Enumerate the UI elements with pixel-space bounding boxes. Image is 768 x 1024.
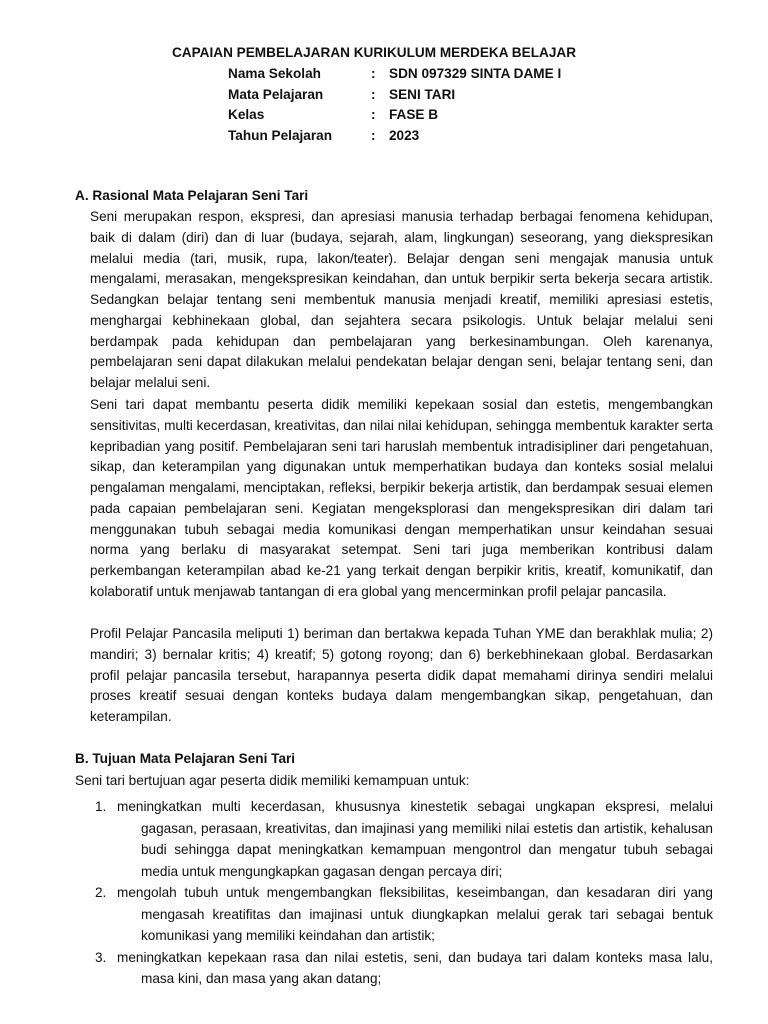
list-item-continuation: masa kini, dan masa yang akan datang; — [141, 971, 382, 986]
info-row-subject — [228, 85, 561, 106]
section-a-paragraph-3: Profil Pelajar Pancasila meliputi 1) beriman dan bertakwa kepada Tuhan YME dan berakhlak mulia; 2) mandiri; 3) bernalar kritis; 4) kreatif; 5) gotong royong; dan 6) berkebhinekaan global. Berdasarkan profil pelajar pancasila tersebut, harapannya peserta didik dapat memahami dirinya sendiri melalui proses kreatif sesuai dengan konteks budaya dalam mengembangkan sikap, pengetahuan, dan keterampilan. — [90, 626, 713, 724]
list-item — [95, 947, 713, 990]
info-row-class — [228, 105, 561, 126]
info-separator: : — [371, 127, 376, 143]
info-value: SDN 097329 SINTA DAME I — [389, 66, 562, 81]
info-row-year — [228, 126, 561, 147]
info-value: FASE B — [389, 107, 439, 122]
info-row-school — [228, 64, 561, 85]
info-value: 2023 — [389, 127, 420, 143]
info-separator: : — [371, 66, 376, 81]
info-separator: : — [371, 107, 376, 122]
info-separator: : — [371, 86, 376, 102]
info-label: Mata Pelajaran — [228, 86, 324, 102]
list-item-first-line: meningkatkan multi kecerdasan, khususnya kinestetik sebagai ungkapan ekspresi, melalui — [117, 799, 713, 814]
section-a-paragraph-1: Seni merupakan respon, ekspresi, dan apresiasi manusia terhadap berbagai fenomena kehidupan, baik di dalam (diri) dan di luar (budaya, sejarah, alam, lingkungan) seseorang, yang diekspresikan melalui media (tari, musik, rupa, lakon/teater). Belajar dengan seni mengajak manusia untuk mengalami, merasakan, mengekspresikan keindahan, dan untuk berpikir serta bekerja secara artistik. Sedangkan belajar tentang seni membentuk manusia menjadi kreatif, memiliki apresiasi estetis, menghargai kebhinekaan global, dan sejahtera secara psikologis. Untuk belajar melalui seni berdampak pada kehidupan dan pembelajaran yang berkesinambungan. Oleh karenanya, pembelajaran seni dapat dilakukan melalui pendekatan belajar dengan seni, belajar tentang seni, dan belajar melalui seni. — [90, 209, 713, 390]
school-info-table — [228, 64, 561, 146]
section-a-paragraph-2: Seni tari dapat membantu peserta didik memiliki kepekaan sosial dan estetis, mengembangkan sensitivitas, multi kecerdasan, kreativitas, dan nilai nilai kehidupan, sehingga membentuk karakter serta kepribadian yang positif. Pembelajaran seni tari haruslah membentuk intradisipliner dari pengetahuan, sikap, dan keterampilan yang digunakan untuk memperhatikan budaya dan konteks sosial melalui pengalaman mengalami, menciptakan, refleksi, berpikir bekerja artistik, dan berdampak sesuai elemen pada capaian pembelajaran seni. Kegiatan mengeksplorasi dan mengekspresikan diri dalam tari menggunakan tubuh sebagai media komunikasi dengan memperhatikan unsur keindahan sesuai norma yang berlaku di masyarakat setempat. Seni tari juga memberikan kontribusi dalam perkembangan keterampilan abad ke-21 yang terkait dengan berpikir kritis, kreatif, komunikatif, dan kolaboratif untuk menjawab tantangan di era global yang mencerminkan profil pelajar pancasila. — [90, 397, 713, 599]
list-item-first-line: meningkatkan kepekaan rasa dan nilai estetis, seni, dan budaya tari dalam konteks masa lalu, — [117, 949, 713, 965]
list-number: 2. — [95, 885, 107, 900]
section-b-intro: Seni tari bertujuan agar peserta didik memiliki kemampuan untuk: — [75, 773, 470, 788]
list-item-continuation: mengasah kreatifitas dan imajinasi untuk diungkapkan melalui gerak tari sebagai bentuk komunikasi yang memiliki keindahan dan artistik; — [141, 906, 713, 943]
list-number: 1. — [95, 799, 107, 814]
info-value: SENI TARI — [389, 86, 456, 102]
list-number: 3. — [95, 949, 107, 965]
section-b-heading: B. Tujuan Mata Pelajaran Seni Tari — [75, 751, 296, 766]
goals-list — [95, 796, 713, 990]
info-label: Tahun Pelajaran — [228, 127, 332, 143]
info-label: Kelas — [228, 107, 265, 122]
info-label: Nama Sekolah — [228, 66, 321, 81]
document-title: CAPAIAN PEMBELAJARAN KURIKULUM MERDEKA BELAJAR — [171, 45, 577, 60]
list-item — [95, 882, 713, 947]
list-item-first-line: mengolah tubuh untuk mengembangkan fleksibilitas, keseimbangan, dan kesadaran diri yang — [117, 885, 713, 900]
list-item — [95, 796, 713, 882]
list-item-continuation: gagasan, perasaan, kreativitas, dan imajinasi yang memiliki nilai estetis dan artistik, kehalusan budi sehingga dapat meningkatkan kemampuan mengontrol dan mengatur tubuh sebagai media untuk mengungkapkan gagasan dengan percaya diri; — [141, 820, 713, 879]
section-a-heading: A. Rasional Mata Pelajaran Seni Tari — [75, 188, 309, 203]
